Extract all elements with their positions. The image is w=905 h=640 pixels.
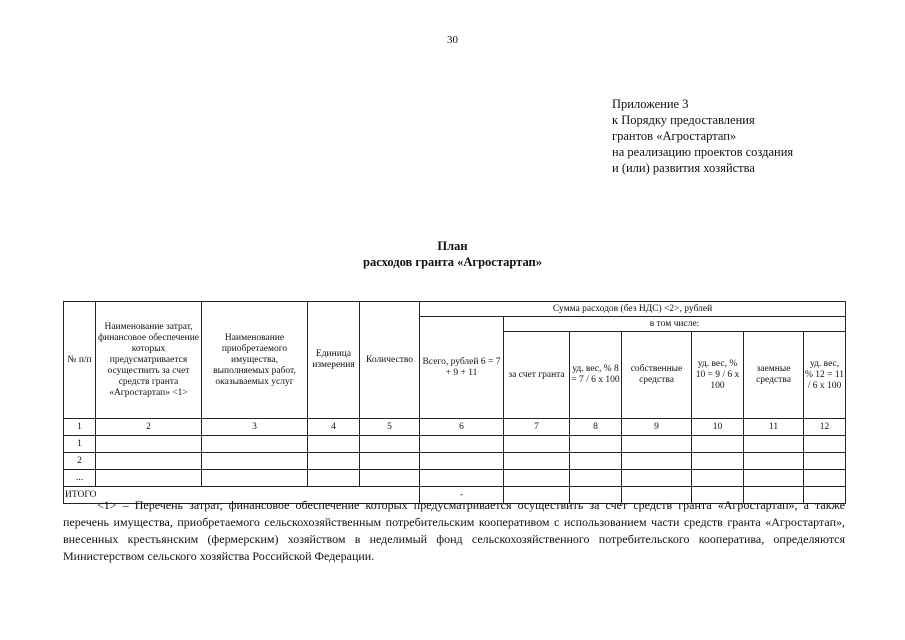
title-line-2: расходов гранта «Агростартап» [363,255,542,269]
row-number: 1 [64,436,96,453]
appendix-line: к Порядку предоставления [612,113,755,127]
header-cell-loan-share: уд. вес, % 12 = 11 / 6 x 100 [804,332,846,419]
header-cell-unit: Единица измерения [308,302,360,419]
column-number: 1 [64,419,96,436]
column-number: 11 [744,419,804,436]
header-cell-property-name: Наименование приобретаемого имущества, выполняемых работ, оказываемых услуг [202,302,308,419]
header-cell-own-share: уд. вес, % 10 = 9 / 6 x 100 [692,332,744,419]
appendix-line: и (или) развития хозяйства [612,161,755,175]
expense-plan-table [63,301,846,504]
row-number: ... [64,470,96,487]
table-row [64,470,846,487]
header-cell-amount-group: Сумма расходов (без НДС) <2>, рублей [420,302,846,317]
appendix-reference [612,96,793,176]
column-number: 8 [570,419,622,436]
column-number: 7 [504,419,570,436]
table-row [64,453,846,470]
document-title [0,238,905,270]
header-cell-cost-name: Наименование затрат, финансовое обеспечение которых предусматривается осуществить за счет средств гранта «Агростартап» <1> [96,302,202,419]
header-cell-including: в том числе: [504,317,846,332]
total-label: ИТОГО [64,487,420,504]
table-row [64,436,846,453]
appendix-line: на реализацию проектов создания [612,145,794,159]
header-cell-own-funds: собственные средства [622,332,692,419]
row-number: 2 [64,453,96,470]
page-number: 30 [447,34,458,46]
column-number: 10 [692,419,744,436]
footnote [63,497,845,565]
footnote-text: <1> – Перечень затрат, финансовое обеспечение которых предусматривается осуществить за счет средств гранта «Агростартап», а также перечень имущества, приобретаемого сельскохозяйственным потребительским кооперативом с использованием части средств гранта «Агростартап», внесенных крестьянским (фермерским) хозяйством в неделимый фонд сельскохозяйственного потребительского кооператива, определяются Министерством сельского хозяйства Российской Федерации. [63,498,845,563]
column-number: 3 [202,419,308,436]
header-cell-grant-share: уд. вес, % 8 = 7 / 6 x 100 [570,332,622,419]
title-line-1: План [437,239,468,253]
total-mark: - [420,487,504,504]
column-numbers-row [64,419,846,436]
header-cell-number: № п/п [64,302,96,419]
column-number: 2 [96,419,202,436]
column-number: 5 [360,419,420,436]
appendix-line: грантов «Агростартап» [612,129,737,143]
column-number: 4 [308,419,360,436]
column-number: 6 [420,419,504,436]
column-number: 9 [622,419,692,436]
header-cell-loan-funds: заемные средства [744,332,804,419]
column-number: 12 [804,419,846,436]
header-cell-grant: за счет гранта [504,332,570,419]
appendix-line: Приложение 3 [612,97,689,111]
header-cell-quantity: Количество [360,302,420,419]
header-cell-total: Всего, рублей 6 = 7 + 9 + 11 [420,317,504,419]
